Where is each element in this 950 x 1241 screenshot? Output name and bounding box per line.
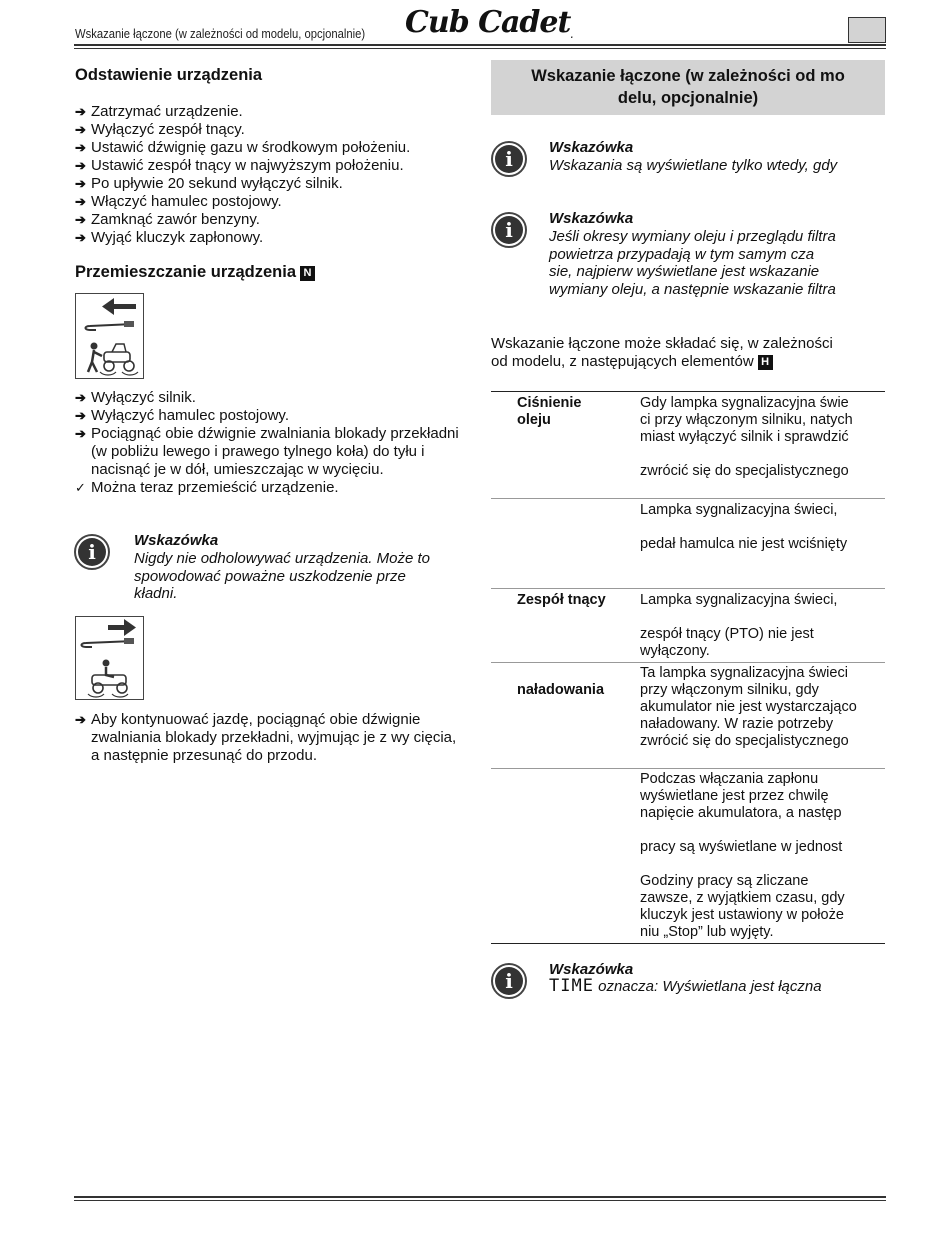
- running-header: Wskazanie łączone (w zależności od modelu, opcjonalnie): [75, 27, 366, 41]
- check-icon: ✓: [75, 480, 86, 495]
- arrow-icon: ➔: [75, 426, 86, 441]
- brand-name: Cub Cadet: [405, 5, 571, 40]
- ride-mower-icon: [76, 617, 143, 699]
- list-item: ➔ Po upływie 20 sekund wyłączyć silnik.: [75, 175, 343, 192]
- resume-steps: [75, 711, 465, 765]
- list-item: ➔ Wyjąć kluczyk zapłonowy.: [75, 229, 264, 246]
- table-rule: [491, 768, 885, 769]
- arrow-icon: ➔: [75, 408, 86, 423]
- push-mower-icon: [76, 294, 143, 378]
- note-body: TIME oznacza: Wyświetlana jest łączna: [549, 976, 822, 996]
- arrow-icon: ➔: [75, 230, 86, 245]
- list-item: ➔ Zamknąć zawór benzyny.: [75, 211, 260, 228]
- time-display-glyph: TIME: [549, 976, 594, 996]
- list-item: ➔ Ustawić zespół tnący w najwyższym położeniu.: [75, 157, 404, 174]
- header-rule-thin: [74, 48, 886, 49]
- table-cell-text: Lampka sygnalizacyjna świeci, zespół tnący (PTO) nie jest wyłączony.: [640, 592, 838, 659]
- info-icon: i: [491, 212, 527, 248]
- brand-mark: .: [570, 30, 573, 40]
- park-steps: [75, 103, 475, 247]
- footer-rule: [74, 1196, 886, 1198]
- model-badge-n: N: [300, 266, 315, 281]
- note-title: Wskazówka: [549, 961, 634, 978]
- table-cell-text: Ta lampka sygnalizacyjna świeci przy włączonym silniku, gdy akumulator nie jest wystarczająco naładowany. W razie potrzeby zwrócić się do specjalistycznego: [640, 665, 857, 749]
- note-body: Jeśli okresy wymiany oleju i przeglądu filtra powietrza przypadają w tym samym cza sie, najpierw wyświetlane jest wskazanie wymiany oleju, a następnie wskazanie filtra: [549, 228, 836, 298]
- table-cell-text: Lampka sygnalizacyjna świeci, pedał hamulca nie jest wciśnięty: [640, 502, 848, 552]
- result-item: ✓ Można teraz przemieścić urządzenie.: [75, 479, 339, 496]
- info-icon: i: [491, 141, 527, 177]
- arrow-icon: ➔: [75, 122, 86, 137]
- list-item: ➔ Zatrzymać urządzenie.: [75, 103, 243, 120]
- section-title-move: Przemieszczanie urządzenia N: [75, 263, 315, 282]
- list-item: ➔ Ustawić dźwignię gazu w środkowym położeniu.: [75, 139, 411, 156]
- note-body: Nigdy nie odholowywać urządzenia. Może to spowodować poważne uszkodzenie prze kładni.: [134, 550, 430, 602]
- list-item: ➔ Wyłączyć silnik.: [75, 389, 196, 406]
- note-title: Wskazówka: [134, 532, 219, 549]
- arrow-icon: ➔: [75, 158, 86, 173]
- drive-tractor-pictogram: [75, 616, 144, 700]
- list-item: ➔ Wyłączyć hamulec postojowy.: [75, 407, 289, 424]
- arrow-icon: ➔: [75, 390, 86, 405]
- brand-logo: [405, 5, 572, 40]
- arrow-icon: ➔: [75, 194, 86, 209]
- arrow-icon: ➔: [75, 212, 86, 227]
- table-rule: [491, 588, 885, 589]
- push-tractor-pictogram: [75, 293, 144, 379]
- info-icon: i: [491, 963, 527, 999]
- arrow-icon: ➔: [75, 140, 86, 155]
- info-icon: i: [74, 534, 110, 570]
- page-number-box: [848, 17, 886, 43]
- footer-rule-thin: [74, 1200, 886, 1201]
- table-rule: [491, 943, 885, 944]
- section-title-combined-display: Wskazanie łączone (w zależności od mo delu, opcjonalnie): [491, 60, 885, 115]
- model-badge-h: H: [758, 355, 773, 370]
- table-cell-label: Ciśnienie oleju: [517, 395, 582, 428]
- note-body: Wskazania są wyświetlane tylko wtedy, gdy: [549, 157, 838, 174]
- section-title-park: Odstawienie urządzenia: [75, 66, 263, 84]
- note-title: Wskazówka: [549, 210, 634, 227]
- intro-paragraph: Wskazanie łączone może składać się, w zależności od modelu, z następujących elementów H: [491, 335, 833, 370]
- table-rule: [491, 498, 885, 499]
- header-rule: [74, 44, 886, 46]
- table-rule: [491, 391, 885, 392]
- list-item: ➔ Pociągnąć obie dźwignie zwalniania blokady przekładni (w pobliżu lewego i prawego tylnego koła) do tyłu i nacisnąć je w dół, umieszczając w wycięciu.: [75, 425, 459, 478]
- table-cell-text: Podczas włączania zapłonu wyświetlane jest przez chwilę napięcie akumulatora, a następ pracy są wyświetlane w jednost Godziny pracy są zliczane zawsze, z wyjątkiem czasu, gdy kluczyk jest ustawiony w położe niu „Stop” lub wyjęty.: [640, 771, 845, 940]
- move-steps: [75, 389, 475, 497]
- table-cell-label: Zespół tnący: [517, 592, 606, 608]
- arrow-icon: ➔: [75, 712, 86, 727]
- table-rule: [491, 662, 885, 663]
- table-cell-label: naładowania: [517, 682, 605, 698]
- table-cell-text: Gdy lampka sygnalizacyjna świe ci przy włączonym silniku, natych miast wyłączyć silnik i sprawdzić zwrócić się do specjalistycznego: [640, 395, 853, 479]
- list-item: ➔ Aby kontynuować jazdę, pociągnąć obie dźwignie zwalniania blokady przekładni, wyjmując je z wy cięcia, a następnie przesunąć do przodu.: [75, 711, 457, 764]
- arrow-icon: ➔: [75, 176, 86, 191]
- list-item: ➔ Włączyć hamulec postojowy.: [75, 193, 282, 210]
- arrow-icon: ➔: [75, 104, 86, 119]
- note-title: Wskazówka: [549, 139, 634, 156]
- list-item: ➔ Wyłączyć zespół tnący.: [75, 121, 245, 138]
